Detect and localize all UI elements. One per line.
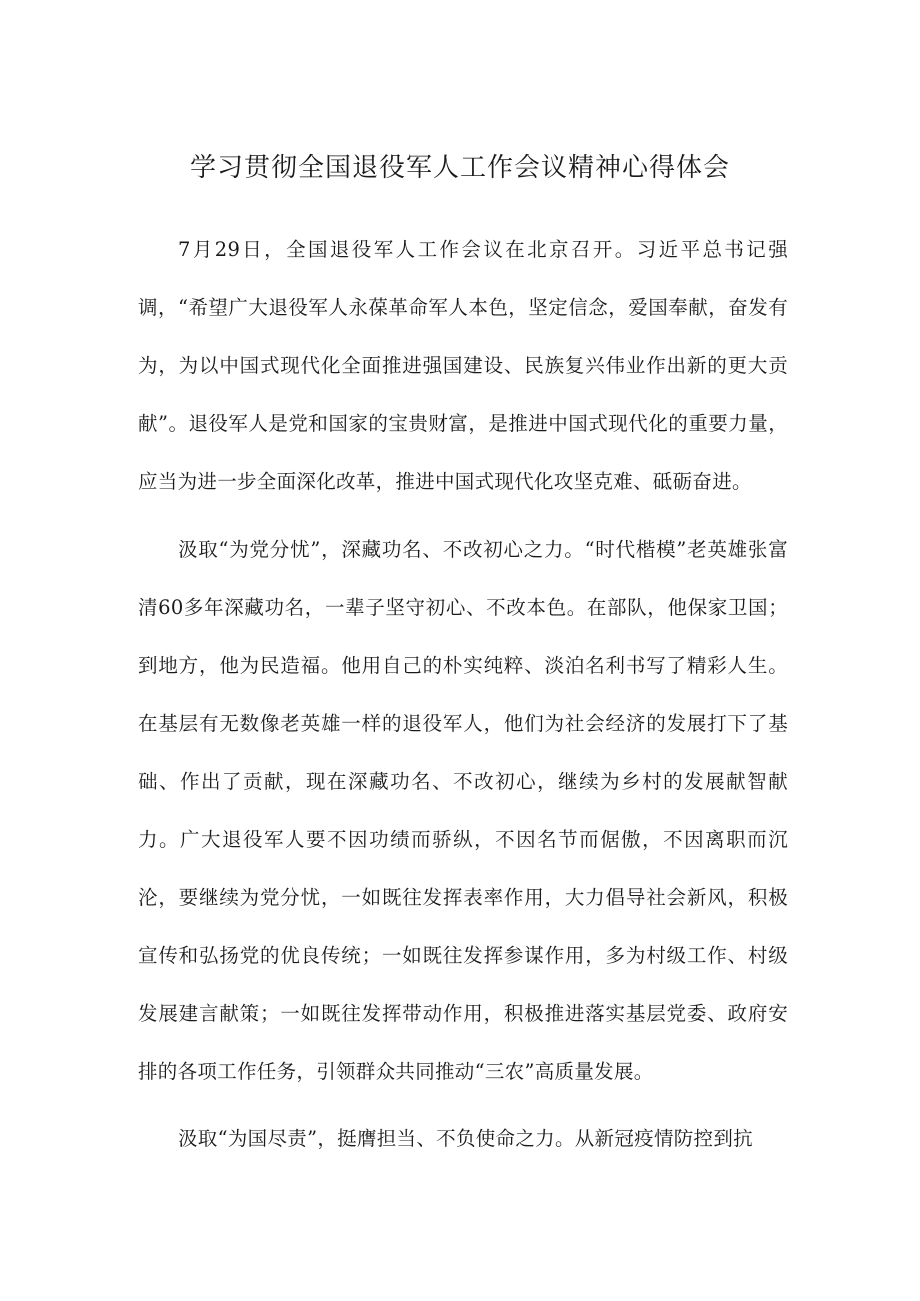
paragraph-3: 汲取“为国尽责”，挺膺担当、不负使命之力。从新冠疫情防控到抗	[178, 1127, 753, 1150]
paragraph-1: 7月29日，全国退役军人工作会议在北京召开。习近平总书记强调，“希望广大退役军人永葆革命军人本色，坚定信念，爱国奉献，奋发有为，为以中国式现代化全面推进强国建设、民族复兴伟业作出新的更大贡献”。退役军人是党和国家的宝贵财富，是推进中国式现代化的重要力量，应当为进一步全面深化改革，推进中国式现代化攻坚克难、砥砺奋进。	[138, 238, 788, 493]
paragraph-2: 汲取“为党分忧”，深藏功名、不改初心之力。“时代楷模”老英雄张富清60多年深藏功名，一辈子坚守初心、不改本色。在部队，他保家卫国；到地方，他为民造福。他用自己的朴实纯粹、淡泊名利书写了精彩人生。在基层有无数像老英雄一样的退役军人，他们为社会经济的发展打下了基础、作出了贡献，现在深藏功名、不改初心，继续为乡村的发展献智献力。广大退役军人要不因功绩而骄纵，不因名节而倨傲，不因离职而沉沦，要继续为党分忧，一如既往发挥表率作用，大力倡导社会新风，积极宣传和弘扬党的优良传统；一如既往发挥参谋作用，多为村级工作、村级发展建言献策；一如既往发挥带动作用，积极推进落实基层党委、政府安排的各项工作任务，引领群众共同推动“三农”高质量发展。	[138, 538, 788, 1083]
document-title: 学习贯彻全国退役军人工作会议精神心得体会	[189, 153, 730, 183]
